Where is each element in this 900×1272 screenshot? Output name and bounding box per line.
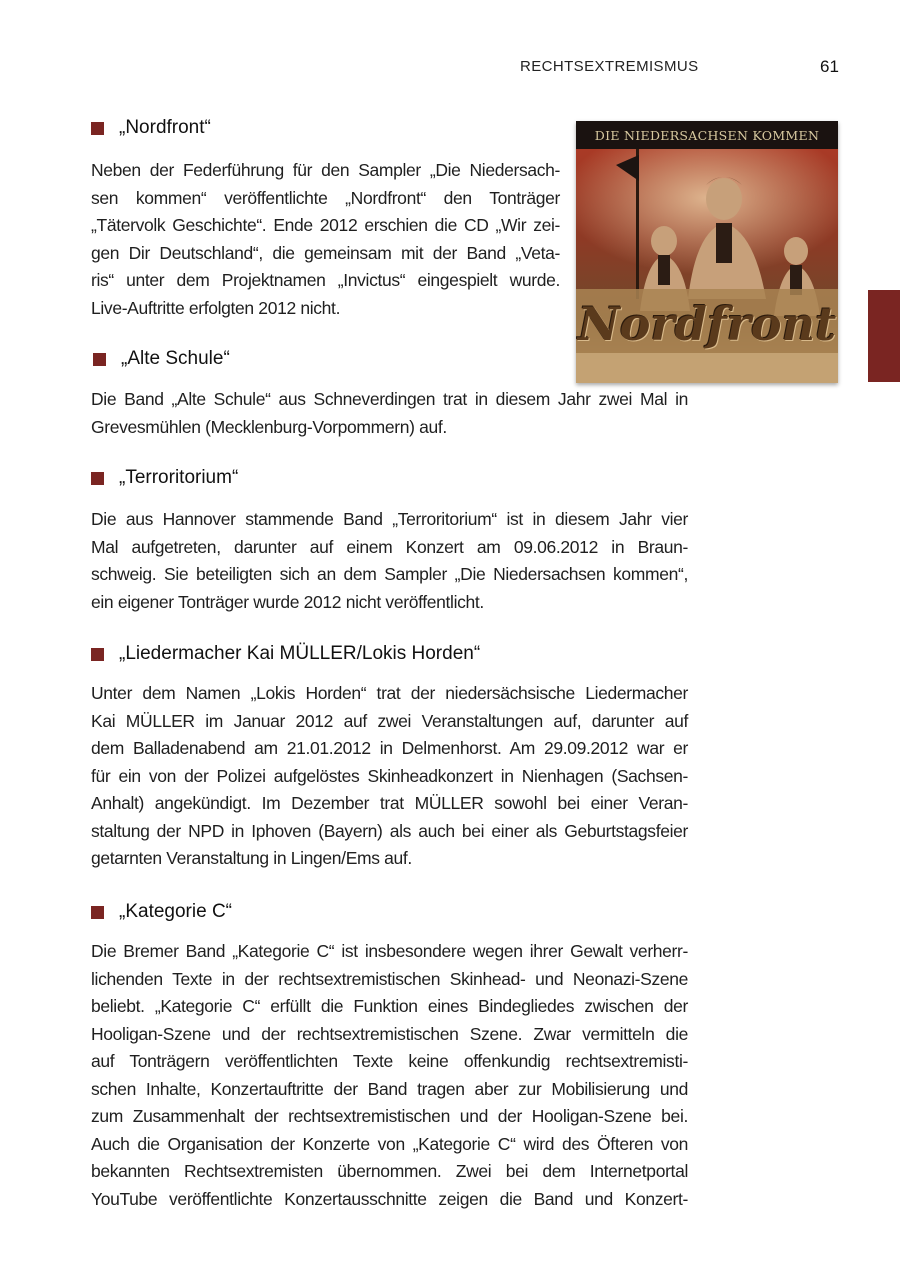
text-line: ein eigener Tonträger wurde 2012 nicht veröffentlicht. [91, 591, 484, 612]
text-line: sen kommen“ veröffentlichte „Nordfront“ den Tonträger [91, 187, 560, 208]
text-line: Neben der Federführung für den Sampler „Die Niedersach- [91, 160, 560, 180]
text-line: auf Tonträgern veröffentlichten Texte keine offenkundig rechtsextremisti- [91, 1051, 688, 1071]
text-line: schweig. Sie beteiligten sich an dem Sampler „Die Niedersachsen kommen“, [91, 564, 688, 584]
bullet-square-icon [93, 353, 106, 366]
text-line: dem Balladenabend am 21.01.2012 in Delmenhorst. Am 29.09.2012 war er [91, 738, 688, 758]
section-heading-text: „Nordfront“ [119, 117, 211, 138]
section-heading-kategorie-c [91, 901, 232, 923]
text-line: staltung der NPD in Iphoven (Bayern) als auch bei einer als Geburtstagsfeier [91, 820, 688, 841]
bullet-square-icon [91, 906, 104, 919]
section-paragraph-alte-schule [91, 386, 688, 441]
bullet-square-icon [91, 122, 104, 135]
text-line: schen Inhalte, Konzertauftritte der Band tragen aber zur Mobilisierung und [91, 1078, 688, 1099]
section-heading-text: „Kategorie C“ [119, 901, 232, 922]
text-line: Unter dem Namen „Lokis Horden“ trat der niedersächsische Liedermacher [91, 683, 688, 703]
text-line: „Tätervolk Geschichte“. Ende 2012 erschien die CD „Wir zei- [91, 215, 560, 235]
text-line: Live-Auftritte erfolgten 2012 nicht. [91, 297, 341, 318]
album-cover-strip-text: DIE NIEDERSACHSEN KOMMEN [576, 121, 838, 149]
text-line: Die aus Hannover stammende Band „Terroritorium“ ist in diesem Jahr vier [91, 509, 688, 529]
section-heading-text: „Liedermacher Kai MÜLLER/Lokis Horden“ [119, 643, 481, 664]
text-line: zum Zusammenhalt der rechtsextremistischen und der Hooligan-Szene bei. [91, 1106, 688, 1126]
text-line: gen Dir Deutschland“, die gemeinsam mit der Band „Veta- [91, 242, 560, 263]
section-heading-nordfront [91, 117, 211, 139]
album-cover-title: Nordfront [577, 297, 837, 351]
section-heading-text: „Alte Schule“ [121, 348, 230, 369]
text-line: Hooligan-Szene und der rechtsextremistischen Szene. Zwar vermitteln die [91, 1023, 688, 1044]
text-line: beliebt. „Kategorie C“ erfüllt die Funktion eines Bindegliedes zwischen der [91, 996, 688, 1016]
page-number: 61 [820, 57, 839, 76]
text-line: Grevesmühlen (Mecklenburg-Vorpommern) auf. [91, 416, 447, 437]
text-line: Mal aufgetreten, darunter auf einem Konzert am 09.06.2012 in Braun- [91, 536, 688, 557]
text-line: Kai MÜLLER im Januar 2012 auf zwei Veranstaltungen auf, darunter auf [91, 710, 688, 731]
chapter-side-tab [868, 290, 900, 382]
section-heading-text: „Terroritorium“ [119, 467, 239, 488]
section-paragraph-terroritorium [91, 506, 688, 616]
section-heading-terroritorium [91, 467, 238, 489]
text-line: ris“ unter dem Projektnamen „Invictus“ eingespielt wurde. [91, 270, 560, 290]
section-heading-alte-schule [93, 348, 230, 370]
text-line: Auch die Organisation der Konzerte von „Kategorie C“ wird des Öfteren von [91, 1133, 688, 1154]
text-line: Die Band „Alte Schule“ aus Schneverdingen trat in diesem Jahr zwei Mal in [91, 389, 688, 409]
section-paragraph-liedermacher [91, 680, 688, 873]
section-heading-liedermacher [91, 643, 480, 665]
text-line: lichenden Texte in der rechtsextremistischen Skinhead- und Neonazi-Szene [91, 968, 688, 989]
section-paragraph-nordfront [91, 157, 560, 322]
bullet-square-icon [91, 472, 104, 485]
section-paragraph-kategorie-c [91, 938, 688, 1213]
text-line: Die Bremer Band „Kategorie C“ ist insbesondere wegen ihrer Gewalt verherr- [91, 941, 688, 961]
text-line: bekannten Rechtsextremisten übernommen. Zwei bei dem Internetportal [91, 1161, 688, 1181]
text-line: Anhalt) angekündigt. Im Dezember trat MÜLLER sowohl bei einer Veran- [91, 793, 688, 813]
album-cover-image [576, 121, 838, 383]
bullet-square-icon [91, 648, 104, 661]
text-line: für ein von der Polizei aufgelöstes Skinheadkonzert in Nienhagen (Sachsen- [91, 765, 688, 786]
running-head: RECHTSEXTREMISMUS [520, 58, 699, 75]
text-line: YouTube veröffentlichte Konzertausschnitte zeigen die Band und Konzert- [91, 1188, 688, 1209]
text-line: getarnten Veranstaltung in Lingen/Ems auf. [91, 848, 412, 868]
